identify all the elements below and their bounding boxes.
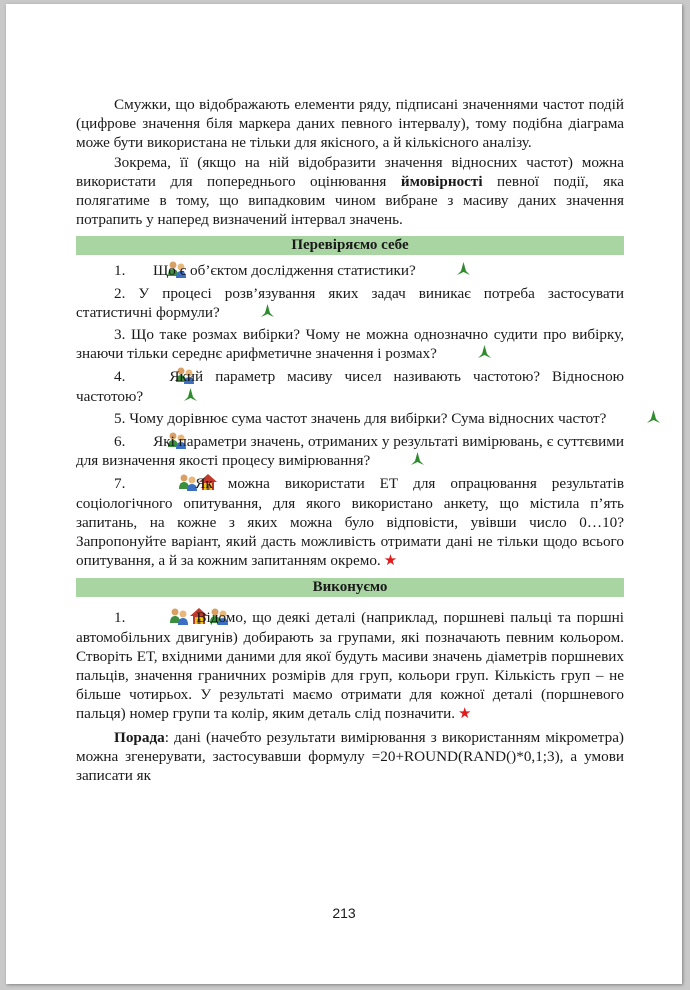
probability-term: ймовірності — [400, 172, 483, 190]
practice-task-1: 1. Відомо, що деякі деталі (наприклад, поршневі пальці та поршні автомобільних двигунів) добирають за групами, які позначають певним кольором. Створіть ЕТ, вхідними даними для якої будуть масиви значень діаметрів поршневих пальців, значення граничних розмірів для груп, кольори груп. Кількість груп – не більше чотирьох. У результаті маємо отримати для кожної деталі (поршневого пальця) номер групи та колір, яким деталь слід позначити. ★ — [76, 609, 625, 723]
group-work-icon — [171, 607, 191, 625]
question-2: 2. У процесі розв’язування яких задач виникає потреба застосувати статистичні формули? — [76, 284, 625, 321]
section-header-practice: Виконуємо — [76, 578, 624, 597]
section-header-self-check: Перевіряємо себе — [76, 236, 624, 255]
hint-paragraph: Порада: дані (начебто результати вимірювання з використанням мікрометра) можна згенерувати, застосувавши формулу =20+ROUND(RAND()*0,1;3), а умови записати як — [76, 728, 624, 785]
intro-paragraph-1: Смужки, що відображають елементи ряду, підписані значеннями частот подій (цифрове значення біля маркера даних певного інтервалу), тому подібна діаграма може бути використана не тільки для якісного, а й кількісного аналізу. — [76, 96, 624, 152]
page-content — [76, 95, 624, 785]
intro-paragraph-2: Зокрема, її (якщо на ній відобразити значення відносних частот) можна використати для попереднього оцінювання ймовірності певної події, яка полягатиме в тому, що випадковим чином вибране з масиву даних значення потрапить у наперед визначений інтервал значень. — [76, 153, 624, 229]
book-page — [6, 4, 682, 984]
star-icon: ★ — [383, 553, 398, 570]
difficulty-arrow-icon — [223, 304, 236, 318]
group-work-icon — [129, 260, 149, 278]
difficulty-arrow-icon — [440, 345, 453, 359]
difficulty-arrow-icon — [146, 388, 159, 402]
question-1: 1. Що є об’єктом дослідження статистики? — [76, 260, 624, 280]
question-7: 7. Як можна використати ЕТ для опрацювання результатів соціологічного опитування, для якого використано анкету, що містила п’ять запитань, на кожне з яких можна було відповісти, увівши число 0…10? Запропонуйте варіант, який дасть можливість отримати дані не тільки щодо всього опитування, а й за кожним запитанням окремо. ★ — [76, 475, 625, 570]
difficulty-arrow-icon — [373, 452, 386, 466]
home-task-icon — [151, 607, 171, 625]
group-work-icon — [131, 607, 151, 625]
home-task-icon — [160, 473, 180, 491]
question-6: 6. Які параметри значень, отриманих у результаті вимірювань, є суттєвими для визначення якості процесу вимірювання? — [76, 433, 625, 470]
group-work-icon — [129, 431, 149, 449]
question-5: 5. Чому дорівнює сума частот значень для вибірки? Сума відносних частот? — [76, 409, 624, 428]
question-4: 4. Який параметр масиву чисел називають частотою? Відносною частотою? — [76, 368, 625, 405]
difficulty-arrow-icon — [419, 262, 432, 276]
hint-label: Порада — [114, 728, 165, 746]
difficulty-arrow-icon — [609, 410, 622, 424]
group-work-icon — [137, 366, 157, 384]
star-icon: ★ — [458, 706, 472, 723]
group-work-icon — [140, 473, 160, 491]
question-3: 3. Що таке розмах вибірки? Чому не можна однозначно судити про вибірку, знаючи тільки середнє арифметичне значення і розмах? — [76, 326, 624, 363]
page-number: 213 — [332, 905, 356, 921]
